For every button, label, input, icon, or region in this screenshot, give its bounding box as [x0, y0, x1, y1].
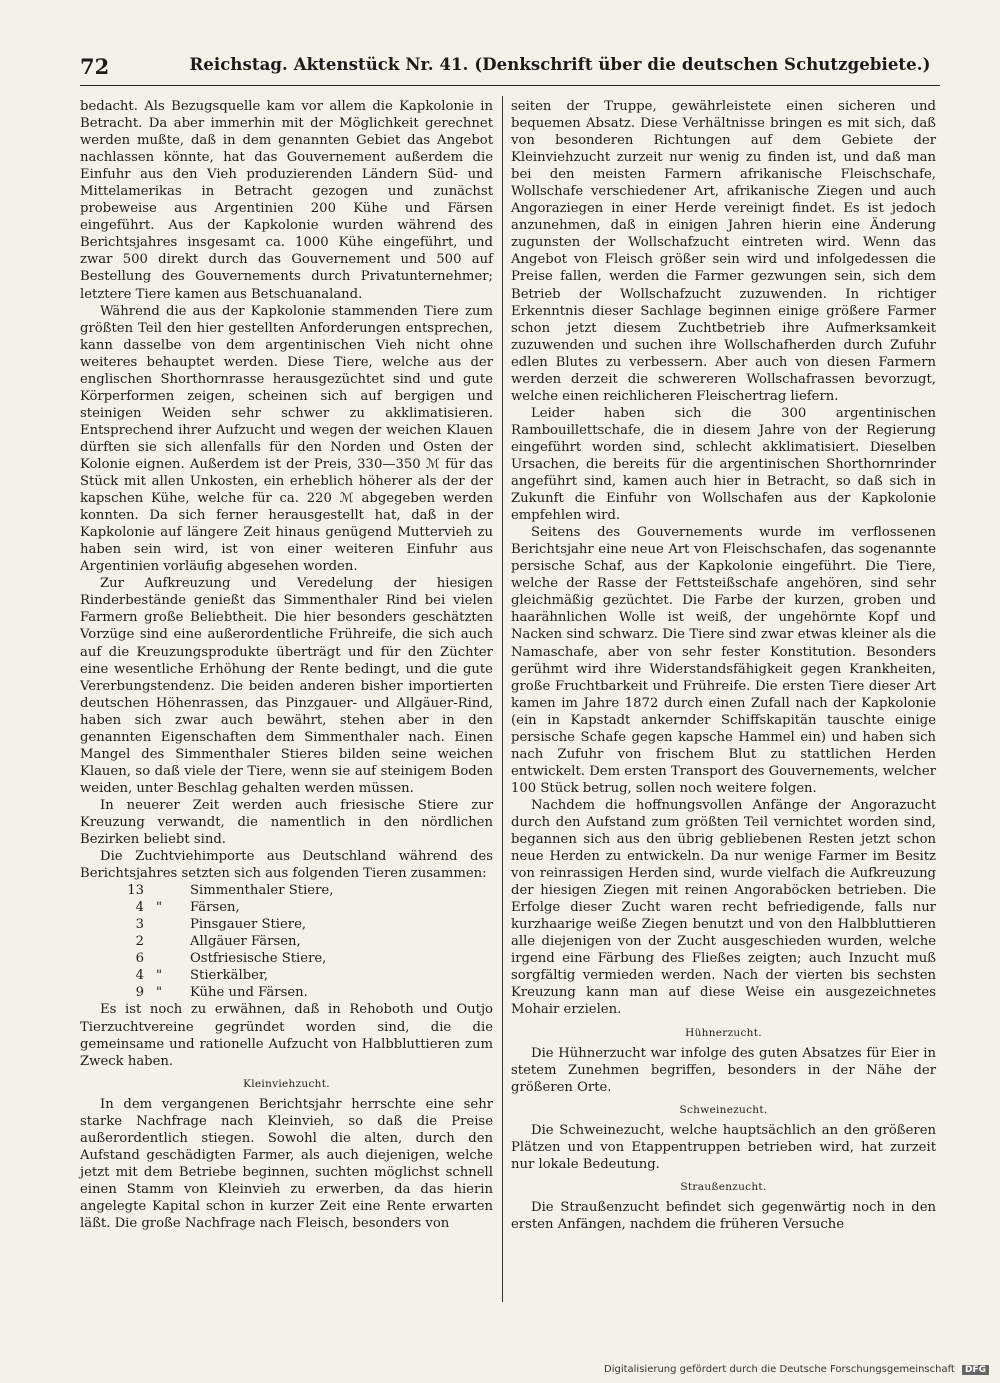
running-title: Reichstag. Aktenstück Nr. 41. (Denkschrift über die deutschen Schutzgebiete.) [189, 55, 931, 74]
paragraph: Die Schweinezucht, welche hauptsächlich an den größeren Plätzen und von Etappentruppen betrieben wird, hat zurzeit nur lokale Bedeutung. [511, 1122, 936, 1172]
paragraph: Die Zuchtviehimporte aus Deutschland während des Berichtsjahres setzten sich aus folgenden Tieren zusammen: [80, 849, 493, 882]
dfg-logo: DFG [962, 1365, 989, 1375]
list-item: 2 Allgäuer Färsen, [135, 934, 301, 950]
list-item: 9 " Kühe und Färsen. [135, 985, 308, 1001]
import-list [80, 882, 493, 1001]
list-item: 4 " Färsen, [135, 900, 240, 916]
paragraph: Die Straußenzucht befindet sich gegenwärtig noch in den ersten Anfängen, nachdem die früheren Versuche [511, 1199, 936, 1232]
paragraph: Die Hühnerzucht war infolge des guten Absatzes für Eier in stetem Zunehmen begriffen, besonders in der Nähe der größeren Orte. [511, 1045, 936, 1095]
list-item: 13 Simmenthaler Stiere, [127, 883, 334, 899]
page-header [80, 50, 940, 86]
paragraph: Zur Aufkreuzung und Veredelung der hiesigen Rinderbestände genießt das Simmenthaler Rind bei vielen Farmern große Beliebtheit. Die hier besonders geschätzten Vorzüge sind eine außerordentliche Frühreife, die sich auch auf die Kreuzungsprodukte überträgt und für den Züchter eine wesentliche Erhöhung der Rente bedingt, und die gute Vererbungstendenz. Die beiden anderen bisher importierten deutschen Höhenrassen, das Pinzgauer- und Allgäuer-Rind, haben sich zwar auch bewährt, stehen aber in den genannten Eigenschaften dem Simmenthaler nach. Einen Mangel des Simmenthaler Stieres bilden seine weichen Klauen, so daß viele der Tiere, wenn sie auf steinigem Boden weiden, unter Beschlag gehalten werden müssen. [80, 576, 493, 796]
paragraph: Nachdem die hoffnungsvollen Anfänge der Angorazucht durch den Aufstand zum größten Teil vernichtet worden sind, begannen sich aus den übrig gebliebenen Resten jetzt schon neue Herden zu entwickeln. Da nur wenige Farmer im Besitz von reinrassigen Herden sind, wurde vielfach die Aufkreuzung der hiesigen Ziegen mit reinen Angoraböcken betrieben. Die Erfolge dieser Zucht waren recht befriedigende, falls nur kurzhaarige weiße Ziegen benutzt und von den Halbbluttieren alle diejenigen von der Zucht ausgeschieden wurden, welche irgend eine Färbung des Fließes zeigten; auch Inzucht muß sorgfältig vermieden werden. Nach der vierten bis sechsten Kreuzung kann man auf diese Weise ein ausgezeichnetes Mohair erzielen. [511, 797, 936, 1018]
list-item: 3 Pinsgauer Stiere, [135, 917, 307, 933]
section-heading: Schweinezucht. [679, 1103, 768, 1116]
list-item: 6 Ostfriesische Stiere, [135, 951, 327, 967]
paragraph: seiten der Truppe, gewährleistete einen sicheren und bequemen Absatz. Diese Verhältnisse bringen es mit sich, daß von besonderen Richtungen auf dem Gebiete der Kleinviehzucht zurzeit nur wenig zu finden ist, und daß man bei den meisten Farmern afrikanische Fleischschafe, Wollschafe verschiedener Art, afrikanische Ziegen und auch Angoraziegen in einer Herde vereinigt findet. Es ist jedoch anzunehmen, daß in einigen Jahren hierin eine Änderung zugunsten der Wollschafzucht eintreten wird. Wenn das Angebot von Fleisch größer sein wird und infolgedessen die Preise fallen, werden die Farmer gezwungen sein, sich dem Betrieb der Wollschafzucht zuzuwenden. In richtiger Erkenntnis dieser Sachlage beginnen einige größere Farmer schon jetzt diesem Zuchtbetrieb ihre Aufmerksamkeit zuzuwenden und suchen ihre Wollschafherden durch Zufuhr edlen Blutes zu verbessern. Aber auch von diesen Farmern werden derzeit die schwereren Wollschafrassen bevorzugt, welche einen reichlicheren Fleischertrag liefern. [511, 99, 936, 404]
paragraph: Leider haben sich die 300 argentinischen Rambouillettschafe, die in diesem Jahre von der Regierung eingeführt worden sind, schlecht akklimatisiert. Dieselben Ursachen, die bereits für die argentinischen Shorthornrinder angeführt sind, kamen auch hier in Betracht, so daß sich in Zukunft die Einfuhr von Wollschafen aus der Kapkolonie empfehlen wird. [511, 405, 936, 524]
paragraph: Es ist noch zu erwähnen, daß in Rehoboth und Outjo Tierzuchtvereine gegründet worden sind, die die gemeinsame und rationelle Aufzucht von Halbbluttieren zum Zweck haben. [80, 1002, 493, 1069]
paragraph: In neuerer Zeit werden auch friesische Stiere zur Kreuzung verwandt, die namentlich in den nördlichen Bezirken beliebt sind. [80, 797, 493, 848]
right-column [511, 98, 936, 1233]
paragraph: Seitens des Gouvernements wurde im verflossenen Berichtsjahr eine neue Art von Fleischschafen, das sogenannte persische Schaf, aus der Kapkolonie eingeführt. Die Tiere, welche der Rasse der Fettsteißschafe angehören, sind sehr gleichmäßig gezüchtet. Die Farbe der kurzen, groben und haarähnlichen Wolle ist weiß, der ungehörnte Kopf und Nacken sind schwarz. Die Tiere sind zwar etwas kleiner als die Namaschafe, aber von sehr fester Konstitution. Besonders gerühmt wird ihre Widerstandsfähigkeit gegen Krankheiten, große Fruchtbarkeit und Frühreife. Die ersten Tiere dieser Art kamen im Jahre 1872 durch einen Zufall nach der Kapkolonie (ein in Kapstadt ankernder Schiffskapitän tauschte einige persische Schafe gegen kapsche Hammel ein) und haben sich nach Zufuhr von frischem Blut zu stattlichen Herden entwickelt. Dem ersten Transport des Gouvernements, welcher 100 Stück betrug, sollen noch weitere folgen. [511, 525, 936, 796]
paragraph: In dem vergangenen Berichtsjahr herrschte eine sehr starke Nachfrage nach Kleinvieh, so daß die Preise außerordentlich stiegen. Sowohl die alten, durch den Aufstand geschädigten Farmer, als auch diejenigen, welche jetzt mit dem Betriebe beginnen, suchten möglichst schnell einen Stamm von Kleinvieh zu erwerben, da das hierin angelegte Kapital schon in kurzer Zeit eine Rente erwarten läßt. Die große Nachfrage nach Fleisch, besonders von [80, 1096, 493, 1232]
left-column [80, 98, 493, 1232]
section-heading: Hühnerzucht. [685, 1026, 762, 1039]
paragraph: bedacht. Als Bezugsquelle kam vor allem die Kapkolonie in Betracht. Da aber immerhin mit der Möglichkeit gerechnet werden mußte, daß in dem genannten Gebiet das Angebot nachlassen könnte, hat das Gouvernement außerdem die Einfuhr aus den Vieh produzierenden Ländern Süd- und Mittelamerikas in Betracht gezogen und zunächst probeweise aus Argentinien 200 Kühe und Färsen eingeführt. Aus der Kapkolonie wurden während des Berichtsjahres insgesamt ca. 1000 Kühe eingeführt, und zwar 500 direkt durch das Gouvernement und 500 auf Bestellung des Gouvernements durch Privatunternehmer; letztere Tiere kamen aus Betschuanaland. [80, 99, 493, 302]
credit-text: Digitalisierung gefördert durch die Deutsche Forschungsgemeinschaft [604, 1364, 955, 1375]
page-number: 72 [80, 54, 110, 79]
list-item: 4 " Stierkälber, [135, 968, 269, 984]
digitization-credit [604, 1364, 987, 1375]
column-divider [502, 96, 503, 1302]
section-heading: Kleinviehzucht. [243, 1077, 330, 1090]
paragraph: Während die aus der Kapkolonie stammenden Tiere zum größten Teil den hier gestellten Anforderungen entsprechen, kann dasselbe von dem argentinischen Vieh nicht ohne weiteres behauptet werden. Diese Tiere, welche aus der englischen Shorthornrasse herausgezüchtet sind und gute Körperformen zeigen, scheinen sich auf bergigen und steinigen Weiden sehr schwer zu akklimatisieren. Entsprechend ihrer Aufzucht und wegen der weichen Klauen dürften sie sich allenfalls für den Norden und Osten der Kolonie eignen. Außerdem ist der Preis, 330—350 ℳ für das Stück mit allen Unkosten, ein erheblich höherer als der der kapschen Kühe, welche für ca. 220 ℳ abgegeben werden konnten. Da sich ferner herausgestellt hat, daß in der Kapkolonie auf längere Zeit hinaus genügend Muttervieh zu haben sein wird, ist von einer weiteren Einfuhr aus Argentinien vorläufig abgesehen worden. [80, 303, 493, 575]
section-heading: Straußenzucht. [680, 1180, 767, 1193]
